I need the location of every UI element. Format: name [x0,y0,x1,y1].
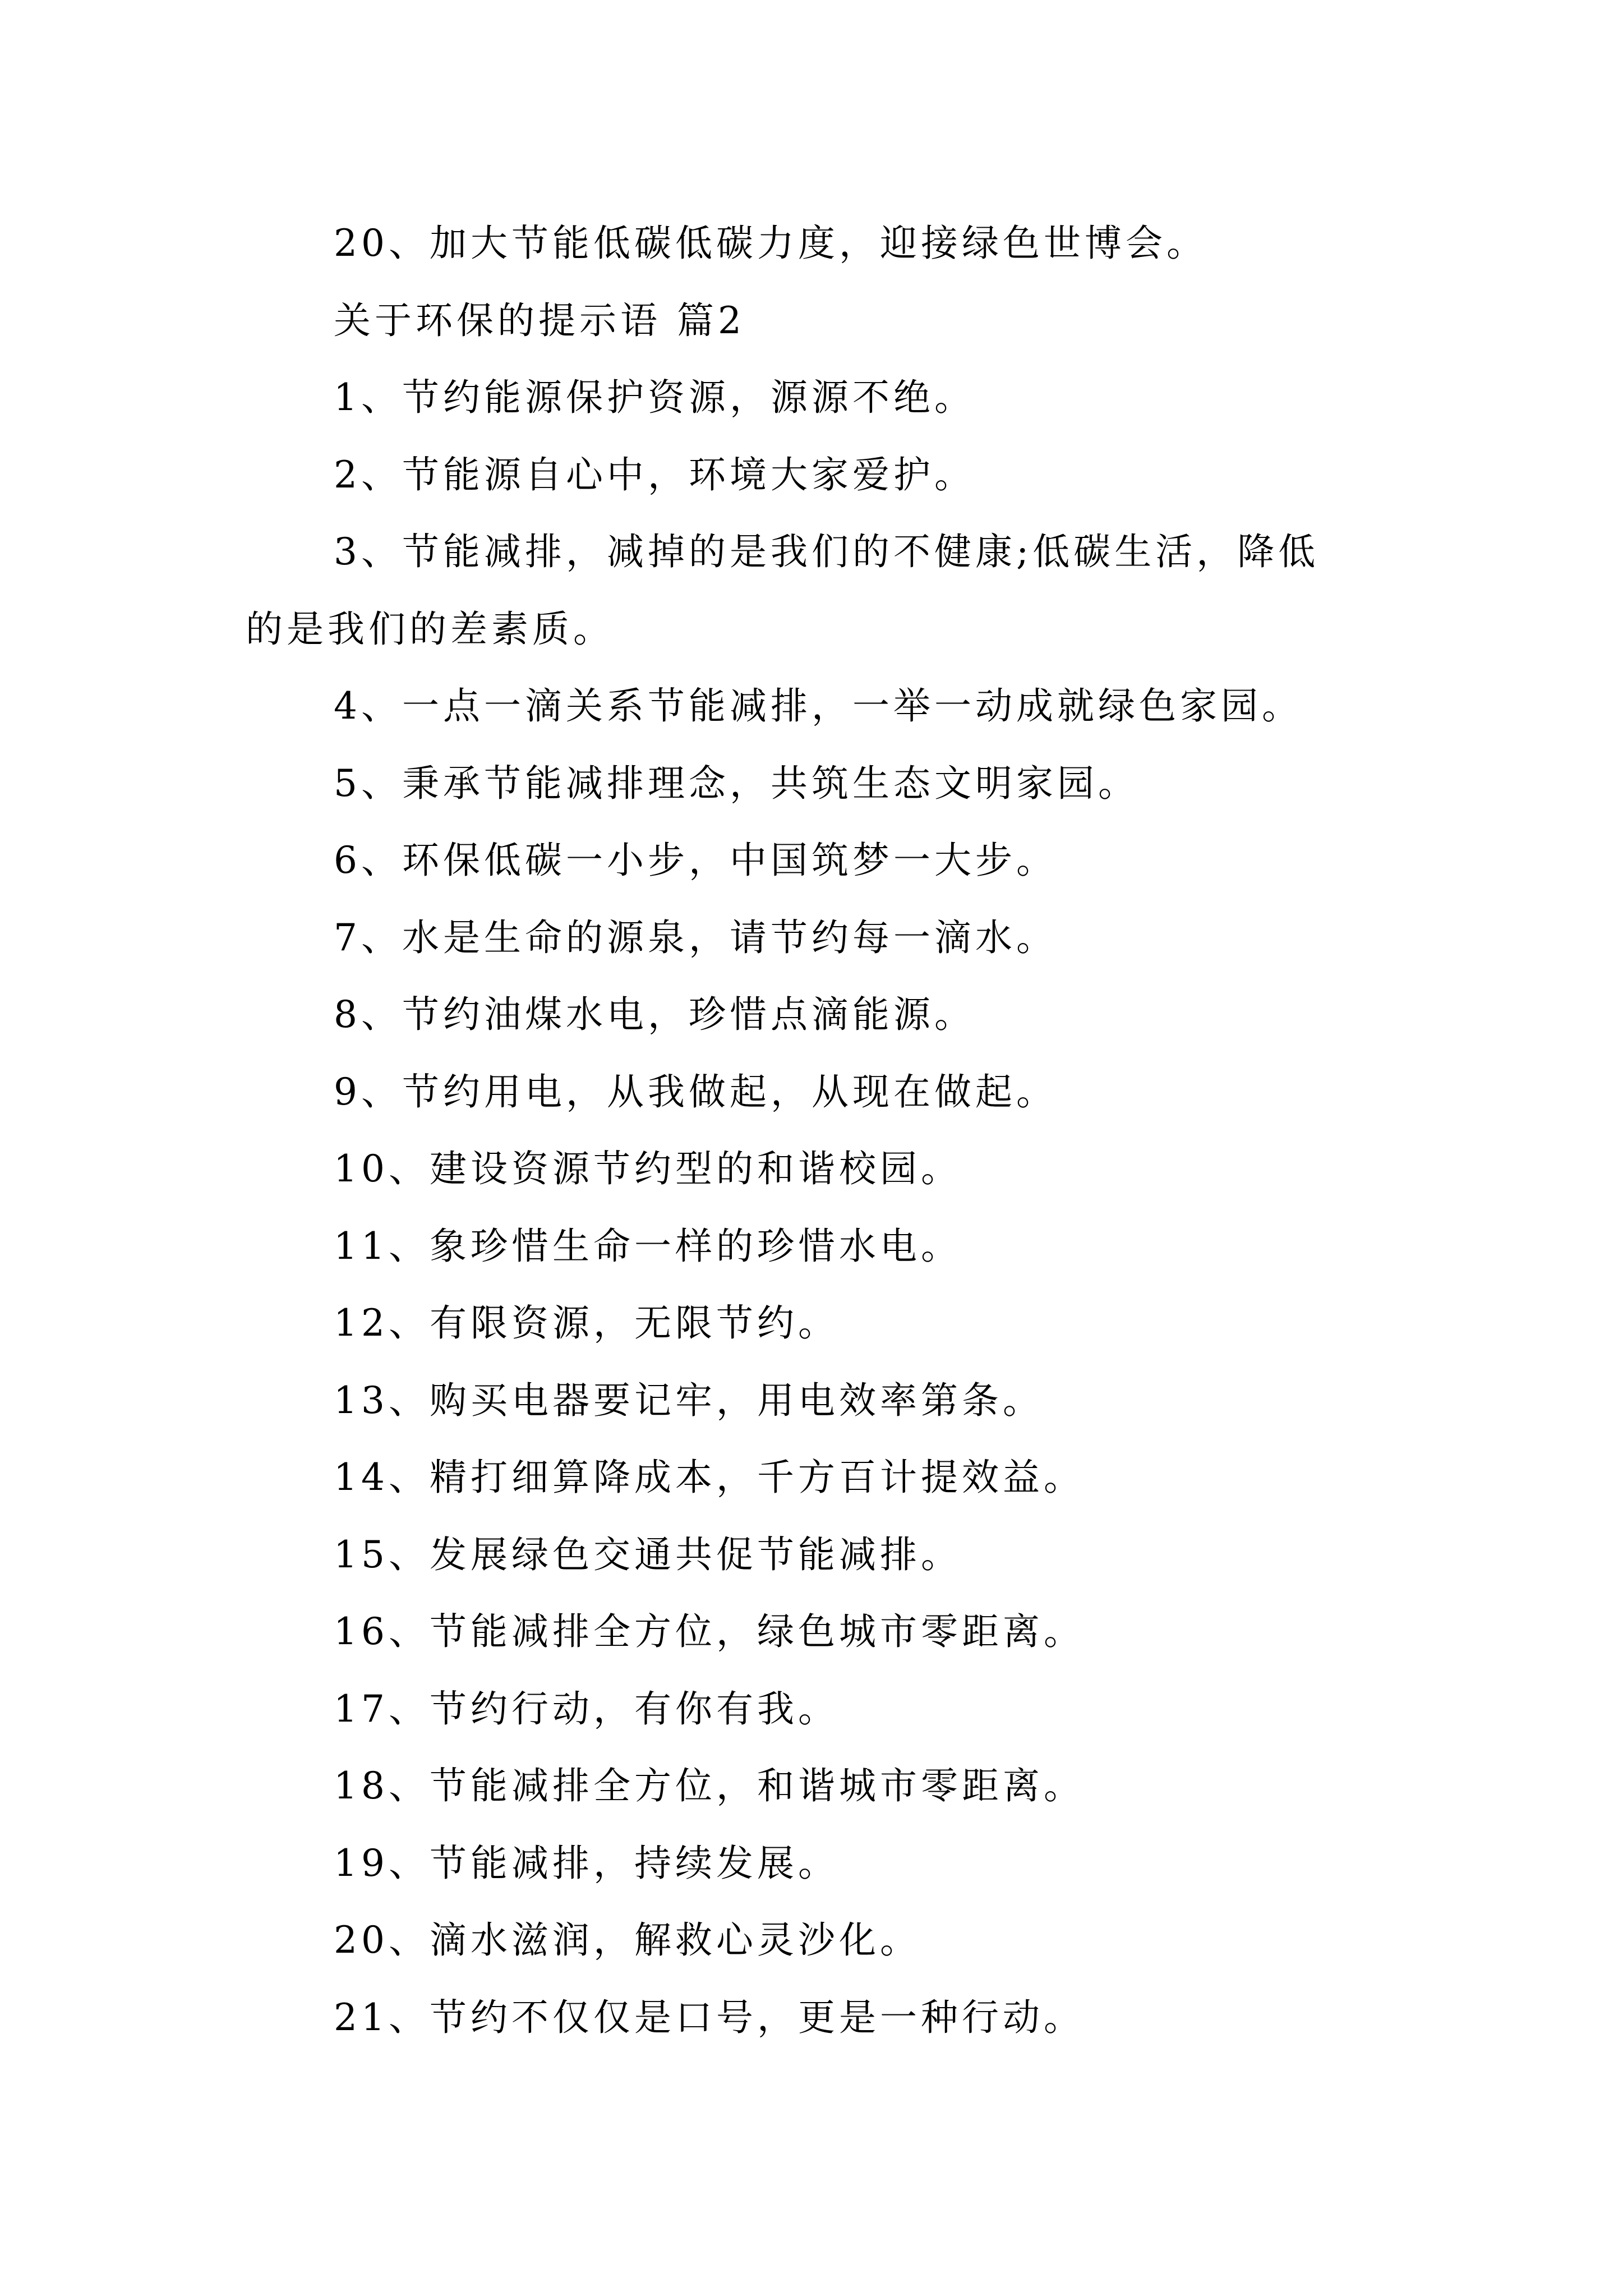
slogan-line: 20、加大节能低碳低碳力度，迎接绿色世博会。 [334,222,1207,265]
slogan-line: 16、节能减排全方位，绿色城市零距离。 [334,1610,1085,1653]
slogan-line: 3、节能减排，减掉的是我们的不健康;低碳生活，降低 [334,530,1320,573]
slogan-line: 4、一点一滴关系节能减排，一举一动成就绿色家园。 [334,684,1303,728]
slogan-line: 17、节约行动，有你有我。 [334,1687,839,1731]
slogan-line: 11、象珍惜生命一样的珍惜水电。 [334,1224,962,1268]
slogan-line: 7、水是生命的源泉，请节约每一滴水。 [334,915,1057,959]
slogan-line: 5、秉承节能减排理念，共筑生态文明家园。 [334,761,1139,805]
slogan-line: 14、精打细算降成本，千方百计提效益。 [334,1456,1085,1499]
slogan-line: 21、节约不仅仅是口号，更是一种行动。 [334,1995,1085,2039]
slogan-line: 15、发展绿色交通共促节能减排。 [334,1533,962,1576]
slogan-line: 19、节能减排，持续发展。 [334,1841,839,1885]
slogan-line: 1、节约能源保护资源，源源不绝。 [334,376,975,419]
section-heading: 关于环保的提示语 篇2 [334,298,745,342]
slogan-line: 10、建设资源节约型的和谐校园。 [334,1147,962,1190]
slogan-line: 8、节约油煤水电，珍惜点滴能源。 [334,993,975,1036]
document-body [246,205,1390,2056]
slogan-line: 2、节能源自心中，环境大家爱护。 [334,453,975,496]
slogan-line: 9、节约用电，从我做起，从现在做起。 [334,1070,1057,1114]
slogan-line: 18、节能减排全方位，和谐城市零距离。 [334,1764,1085,1807]
slogan-line-continuation: 的是我们的差素质。 [246,607,614,651]
slogan-line: 20、滴水滋润，解救心灵沙化。 [334,1918,921,1962]
slogan-line: 13、购买电器要记牢，用电效率第条。 [334,1378,1044,1422]
slogan-line: 6、环保低碳一小步，中国筑梦一大步。 [334,839,1057,882]
slogan-line: 12、有限资源，无限节约。 [334,1301,839,1345]
